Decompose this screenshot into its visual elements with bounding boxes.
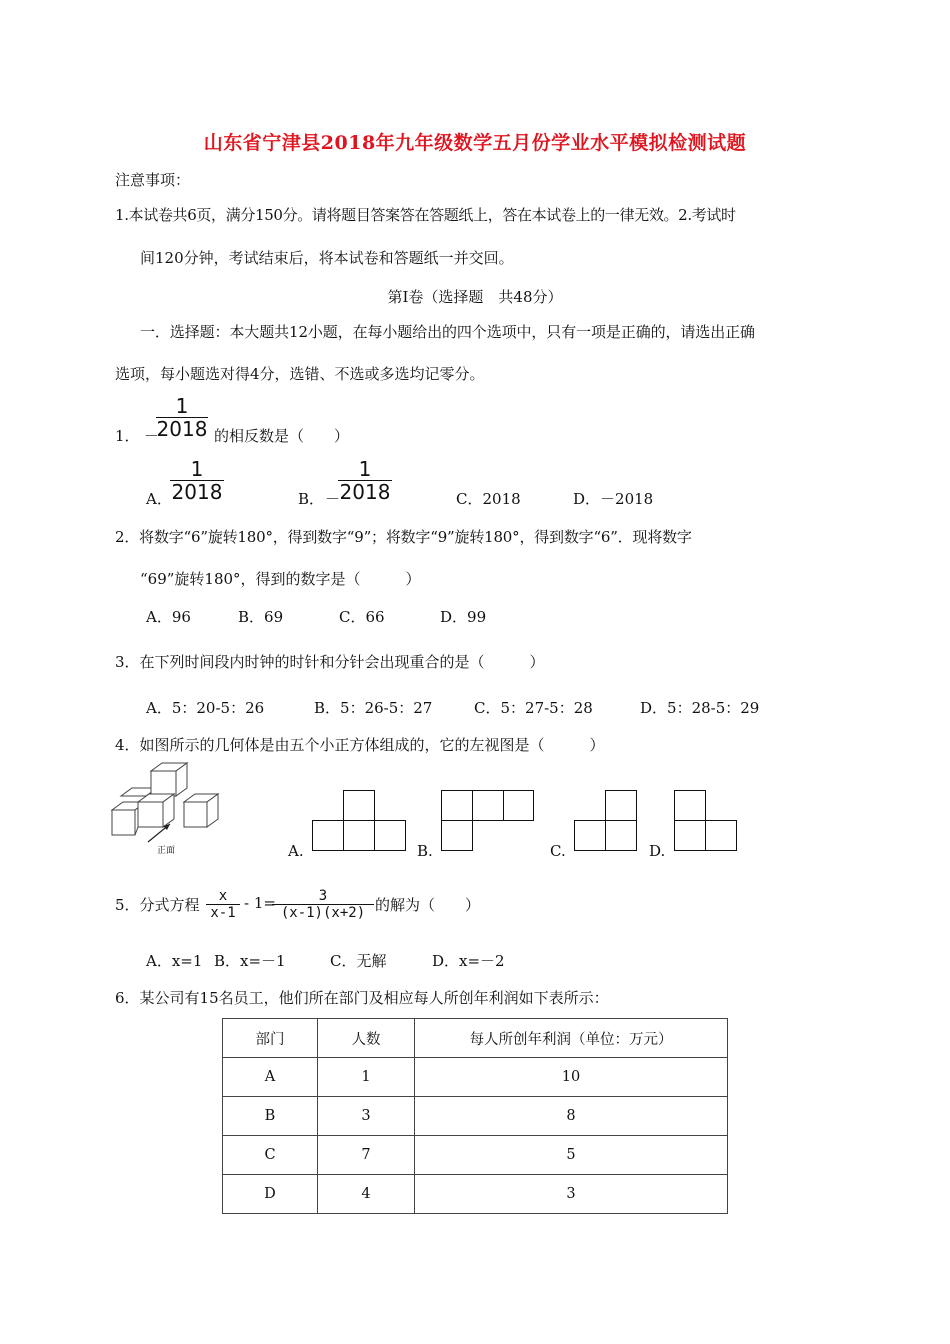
q1-option-a-denominator: 2018 [171, 480, 223, 504]
q5-middle: - 1= [244, 894, 276, 912]
q1-option-b-denominator: 2018 [339, 480, 391, 504]
q3-option-a: A．5：20-5：26 [146, 699, 265, 717]
table-cell: 7 [318, 1136, 415, 1175]
q4-option-d-label: D. [649, 842, 666, 860]
q5-rhs-numerator: 3 [318, 888, 328, 904]
front-face-label: 正面 [157, 846, 176, 856]
table-cell: D [223, 1175, 318, 1214]
q1-option-b-fraction [338, 459, 392, 502]
q1-fraction [156, 396, 208, 439]
table-row [223, 1058, 728, 1097]
q3-option-c: C．5：27-5：28 [474, 699, 593, 717]
table-cell: 3 [415, 1175, 728, 1214]
q2-option-a: A．96 [146, 608, 191, 626]
q5-suffix: 的解为（ ） [375, 896, 481, 914]
q1-option-a-fraction [170, 459, 224, 502]
q5-rhs-fraction [272, 889, 374, 920]
q5-rhs-denominator: (x-1)(x+2) [280, 905, 366, 921]
table-header-row [223, 1019, 728, 1058]
q3-option-d: D．5：28-5：29 [640, 699, 760, 717]
profit-table [222, 1018, 728, 1214]
table-row [223, 1175, 728, 1214]
q1-text: 的相反数是（ ） [214, 427, 350, 445]
q5-option-b: B．x=－1 [214, 952, 286, 970]
table-cell: 4 [318, 1175, 415, 1214]
table-cell: A [223, 1058, 318, 1097]
table-cell: B [223, 1097, 318, 1136]
q1-option-a-numerator: 1 [190, 457, 204, 481]
q1-option-b-numerator: 1 [358, 457, 372, 481]
q2-option-d: D．99 [440, 608, 487, 626]
q1-option-d: D．－2018 [573, 490, 654, 508]
q1-option-c: C．2018 [456, 490, 521, 508]
q5-lhs-denominator: x-1 [210, 905, 236, 921]
q2-option-b: B．69 [238, 608, 284, 626]
page-title: 山东省宁津县2018年九年级数学五月份学业水平模拟检测试题 [203, 132, 747, 154]
q1-fraction-denominator: 2018 [156, 417, 208, 441]
q4-option-c-label: C. [550, 842, 566, 860]
q5-option-c: C．无解 [330, 952, 387, 970]
section-intro-1: 一．选择题：本大题共12小题，在每小题给出的四个选项中，只有一项是正确的，请选出正确 [140, 323, 755, 341]
q3-option-b: B．5：26-5：27 [314, 699, 433, 717]
q6-text: 6．某公司有15名员工，他们所在部门及相应每人所创年利润如下表所示： [115, 989, 609, 1007]
q5-lhs-fraction [206, 889, 240, 920]
table-cell: 3 [318, 1097, 415, 1136]
table-header-cell: 部门 [223, 1019, 318, 1058]
notice-line-2: 间120分钟，考试结束后，将本试卷和答题纸一并交回。 [140, 249, 514, 267]
table-cell: 1 [318, 1058, 415, 1097]
notice-line-1: 1.本试卷共6页，满分150分。请将题目答案答在答题纸上，答在本试卷上的一律无效。2.考试时 [115, 206, 736, 224]
q4-option-a-label: A. [288, 842, 304, 860]
notice-heading: 注意事项： [115, 171, 191, 189]
q5-option-a: A．x=1 [146, 952, 203, 970]
q2-option-c: C．66 [339, 608, 385, 626]
q5-option-d: D．x=－2 [432, 952, 505, 970]
table-header-cell: 每人所创年利润（单位：万元） [415, 1019, 728, 1058]
q2-line-2: “69”旋转180°，得到的数字是（ ） [140, 570, 421, 588]
table-row [223, 1136, 728, 1175]
q1-option-a-label: A． [146, 490, 172, 508]
q4-text: 4．如图所示的几何体是由五个小正方体组成的，它的左视图是（ ） [115, 736, 605, 754]
section-heading: 第Ⅰ卷（选择题 共48分） [387, 288, 563, 306]
q1-number: 1． [115, 427, 140, 445]
q5-prefix: 5．分式方程 [115, 896, 200, 914]
q5-lhs-numerator: x [218, 888, 228, 904]
q2-line-1: 2．将数字“6”旋转180°，得到数字“9”；将数字“9”旋转180°，得到数字“6”．现将数字 [115, 528, 692, 546]
q1-option-b-minus: － [325, 490, 341, 508]
table-cell: 10 [415, 1058, 728, 1097]
q1-fraction-numerator: 1 [175, 394, 189, 418]
table-cell: 8 [415, 1097, 728, 1136]
q4-option-b-label: B. [417, 842, 433, 860]
table-row [223, 1097, 728, 1136]
table-header-cell: 人数 [318, 1019, 415, 1058]
q1-minus: － [144, 427, 160, 445]
table-cell: 5 [415, 1136, 728, 1175]
q1-option-b-label: B． [298, 490, 325, 508]
q3-text: 3．在下列时间段内时钟的时针和分针会出现重合的是（ ） [115, 653, 545, 671]
table-cell: C [223, 1136, 318, 1175]
section-intro-2: 选项，每小题选对得4分，选错、不选或多选均记零分。 [115, 365, 485, 383]
